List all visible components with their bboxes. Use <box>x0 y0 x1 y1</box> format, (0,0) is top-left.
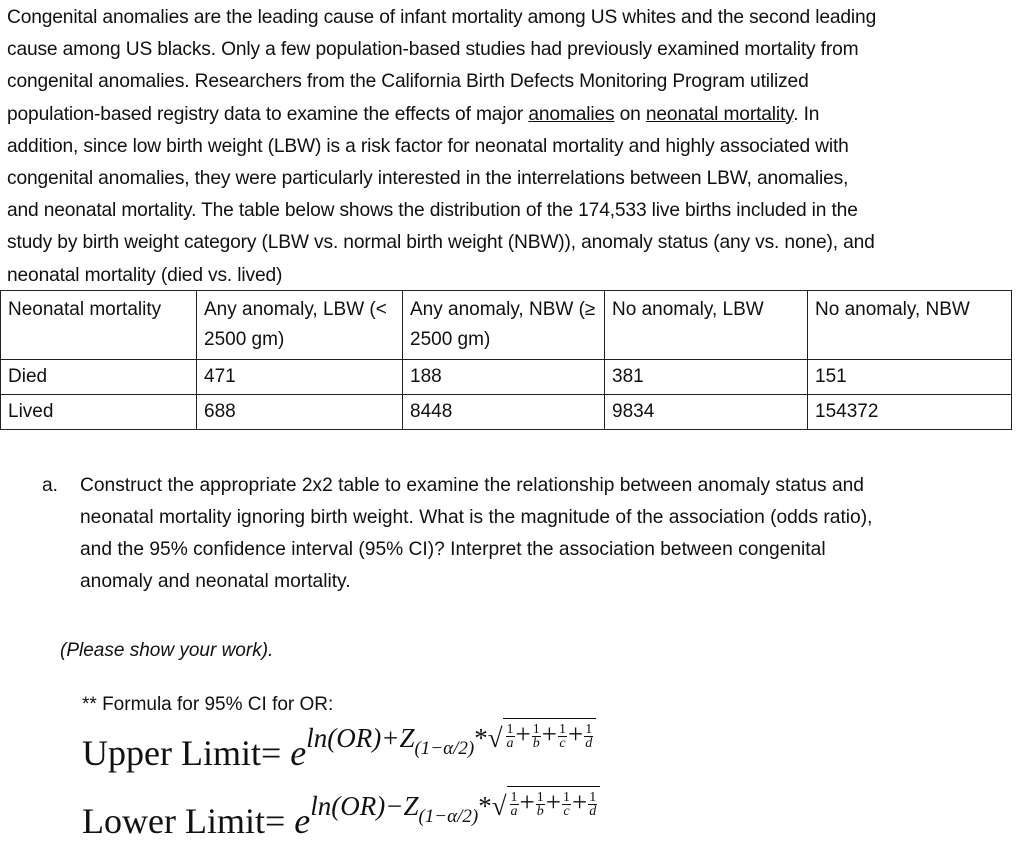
table-cell: 154372 <box>808 395 1012 430</box>
sqrt-symbol: *√ <box>478 791 507 821</box>
radicand <box>507 786 601 818</box>
plus: + <box>568 719 584 749</box>
num: 1 <box>563 790 570 806</box>
formula-exponent <box>306 719 596 759</box>
text: on <box>614 103 646 125</box>
intro-line: addition, since low birth weight (LBW) is a risk factor for neonatal mortality and highly associated with <box>7 135 849 157</box>
upper-limit-formula <box>82 719 596 774</box>
formula-base: e <box>290 733 307 773</box>
intro-line: congenital anomalies. Researchers from the California Birth Defects Monitoring Program utilized <box>7 71 809 93</box>
plus: + <box>572 787 588 817</box>
table-cell: 381 <box>605 360 808 395</box>
table-cell: 151 <box>808 360 1012 395</box>
table-row <box>1 395 1012 430</box>
num: 1 <box>589 790 597 806</box>
header-cell: No anomaly, NBW <box>808 291 1012 360</box>
text: population-based registry data to examine the effects of major <box>7 103 529 125</box>
exp-text: ln(OR)−Z <box>310 791 419 821</box>
intro-line: Congenital anomalies are the leading cause of infant mortality among US whites and the second leading <box>7 7 877 28</box>
table-header-row <box>1 291 1012 360</box>
den: a <box>510 804 518 820</box>
sqrt-symbol: *√ <box>474 723 503 753</box>
table-cell: 8448 <box>403 395 605 430</box>
exp-subscript: (1−α/2) <box>414 738 475 759</box>
question-number: a. <box>42 475 59 496</box>
table-cell: 188 <box>403 360 605 395</box>
row-label: Lived <box>1 395 197 430</box>
intro-line: congenital anomalies, they were particularly interested in the interrelations between LBW, anomalies, <box>7 168 849 190</box>
den: c <box>559 736 566 752</box>
intro-paragraph <box>7 2 1007 292</box>
intro-line: cause among US blacks. Only a few population-based studies had previously examined mortality from <box>7 39 859 61</box>
den: d <box>589 804 597 820</box>
table-row <box>1 360 1012 395</box>
intro-line: study by birth weight category (LBW vs. normal birth weight (NBW)), anomaly status (any vs. none), and <box>7 232 875 254</box>
formula-base: e <box>294 801 311 841</box>
table-cell: 688 <box>197 395 403 430</box>
intro-line: and neonatal mortality. The table below shows the distribution of the 174,533 live births included in the <box>7 200 858 222</box>
plus: + <box>515 719 531 749</box>
formula-exponent <box>310 787 600 827</box>
lower-limit-formula <box>82 787 600 842</box>
header-cell: Neonatal mortality <box>1 291 197 360</box>
plus: + <box>545 787 561 817</box>
num: 1 <box>536 790 544 806</box>
row-label: Died <box>1 360 197 395</box>
radicand <box>503 718 597 750</box>
den: d <box>585 736 593 752</box>
den: b <box>532 736 540 752</box>
formula-label: Upper Limit= <box>82 733 291 773</box>
question-line: Construct the appropriate 2x2 table to examine the relationship between anomaly status and <box>80 475 864 496</box>
header-cell: No anomaly, LBW <box>605 291 808 360</box>
num: 1 <box>506 722 514 738</box>
text: . In <box>793 103 820 125</box>
num: 1 <box>585 722 593 738</box>
question-line: anomaly and neonatal mortality. <box>80 571 351 592</box>
header-cell: Any anomaly, NBW (≥ 2500 gm) <box>403 291 605 360</box>
exp-text: ln(OR)+Z <box>306 723 415 753</box>
den: b <box>536 804 544 820</box>
num: 1 <box>559 722 566 738</box>
plus: + <box>519 787 535 817</box>
births-table <box>0 290 1012 430</box>
anomalies-link[interactable]: anomalies <box>528 103 615 125</box>
formula-heading: ** Formula for 95% CI for OR: <box>82 694 334 715</box>
question-line: and the 95% confidence interval (95% CI)? Interpret the association between congenital <box>80 539 826 560</box>
formula-label: Lower Limit= <box>82 801 295 841</box>
exp-subscript: (1−α/2) <box>418 806 479 827</box>
intro-line: neonatal mortality (died vs. lived) <box>7 264 283 286</box>
question-line: neonatal mortality ignoring birth weight. What is the magnitude of the association (odds ratio), <box>80 507 873 528</box>
den: a <box>506 736 514 752</box>
neonatal-mortality-link[interactable]: neonatal mortality <box>645 103 794 125</box>
table-cell: 9834 <box>605 395 808 430</box>
num: 1 <box>510 790 518 806</box>
table-cell: 471 <box>197 360 403 395</box>
header-cell: Any anomaly, LBW (< 2500 gm) <box>197 291 403 360</box>
num: 1 <box>532 722 540 738</box>
intro-line <box>7 99 1007 131</box>
plus: + <box>541 719 557 749</box>
den: c <box>563 804 570 820</box>
show-work-note: (Please show your work). <box>60 640 274 661</box>
